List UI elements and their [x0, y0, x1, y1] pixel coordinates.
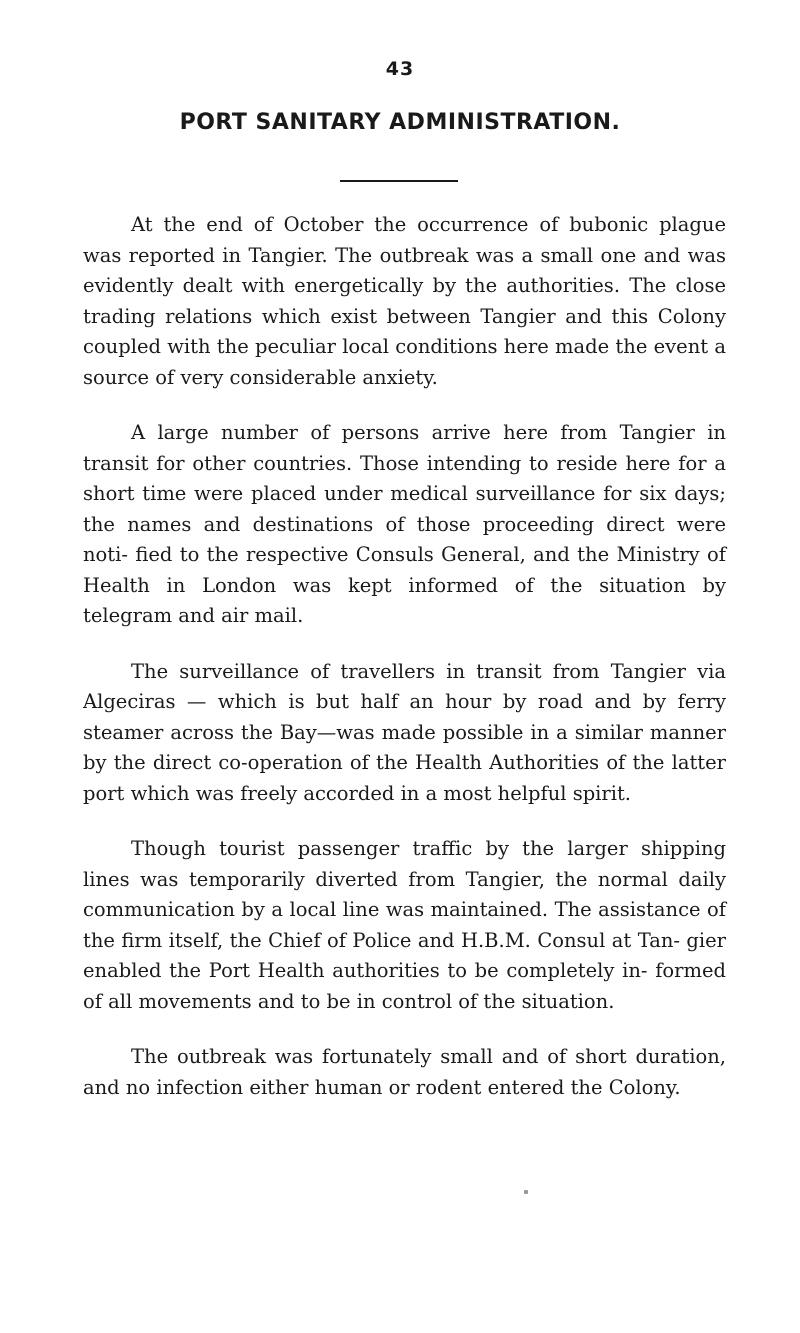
paper-speck — [524, 1190, 528, 1194]
section-title: PORT SANITARY ADMINISTRATION. — [179, 110, 621, 135]
paragraph-plague-report: At the end of October the occurrence of bubonic plague was reported in Tangier. The outbreak was a small one and was evidently dealt with energetically by the authorities. The close trading relations which exist between Tangier and this Colony coupled with the peculiar local conditions here made the event a source of very considerable anxiety. — [83, 213, 726, 389]
paragraph-outbreak-conclusion: The outbreak was fortunately small and of short duration, and no infection either human or rodent entered the Colony. — [83, 1045, 726, 1099]
title-divider-rule — [340, 180, 458, 182]
paragraph-transit-surveillance: A large number of persons arrive here from Tangier in transit for other countries. Those intending to reside here for a short time were placed under medical surveillance for six days; the names and destinations of those proceeding direct were noti- fied to the respective Consuls General, and the Ministry of Health in London was kept informed of the situation by telegram and air mail. — [83, 421, 726, 627]
paragraph-algeciras-travellers: The surveillance of travellers in transit from Tangier via Algeciras — which is but half an hour by road and by ferry steamer across the Bay—was made possible in a similar manner by the direct co-operation of the Health Authorities of the latter port which was freely accorded in a most helpful spirit. — [83, 659, 726, 805]
paragraph-passenger-traffic: Though tourist passenger traffic by the larger shipping lines was temporarily diverted from Tangier, the normal daily communication by a local line was maintained. The assistance of the firm itself, the Chief of Police and H.B.M. Consul at Tan- gier enabled the Port Health authorities to be completely in- formed of all movements and to be in control of the situation. — [83, 837, 726, 1013]
body-text — [83, 210, 726, 1128]
page-number: 43 — [385, 58, 415, 80]
